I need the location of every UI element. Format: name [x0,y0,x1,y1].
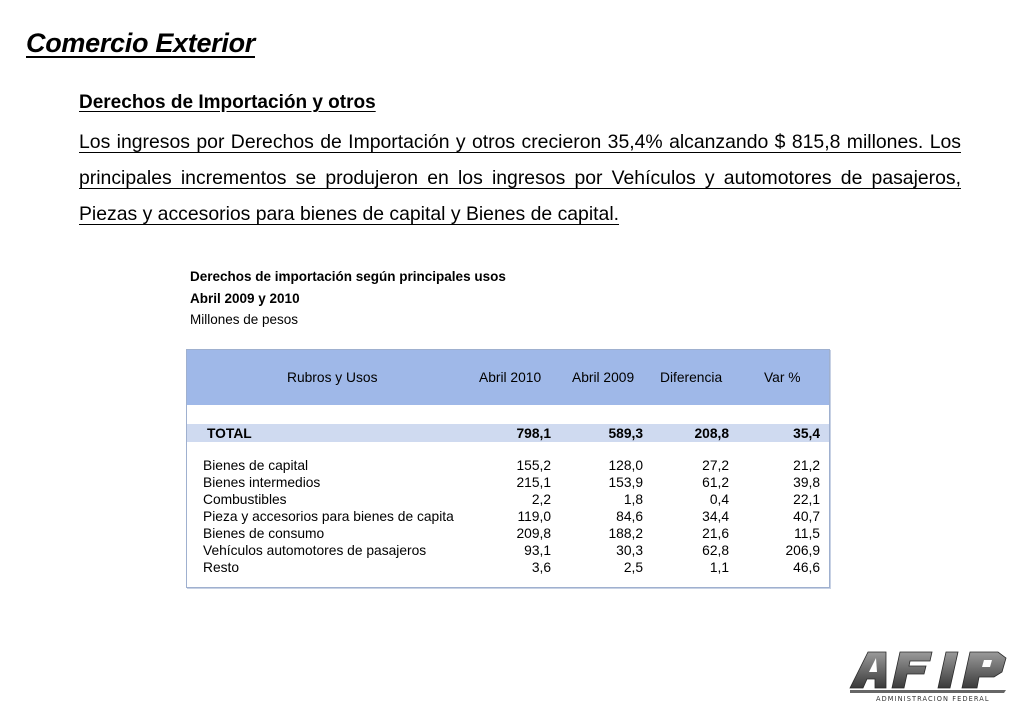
caption-title: Derechos de importación según principales usos [190,269,506,284]
cell-abril-2010: 119,0 [517,509,551,524]
cell-abril-2009: 2,5 [623,560,643,575]
cell-var: 11,5 [794,526,820,541]
cell-diferencia: 61,2 [702,475,729,490]
afip-logo-icon [846,648,1012,704]
page-title: Comercio Exterior [26,28,255,58]
row-label: Pieza y accesorios para bienes de capita [203,509,454,524]
cell-abril-2010: 215,1 [516,475,551,490]
cell-abril-2010: 2,2 [531,492,551,507]
row-label: Bienes intermedios [203,475,321,490]
table-body [187,457,829,576]
table-row [187,474,829,491]
cell-diferencia: 62,8 [702,543,729,558]
cell-diferencia: 34,4 [702,509,729,524]
row-label: Bienes de consumo [203,526,325,541]
cell-abril-2010: 3,6 [531,560,551,575]
cell-var: 40,7 [793,509,820,524]
logo-subtitle: ADMINISTRACION FEDERAL [876,695,990,703]
cell-diferencia: 1,1 [709,560,729,575]
header-var: Var % [764,370,801,385]
cell-var: 39,8 [793,475,820,490]
table-caption [190,266,506,331]
cell-diferencia: 27,2 [702,458,729,473]
row-label: Vehículos automotores de pasajeros [203,543,427,558]
table-row [187,525,829,542]
section-heading: Derechos de Importación y otros [79,92,376,113]
cell-abril-2009: 1,8 [623,492,643,507]
cell-abril-2010: 155,2 [516,458,551,473]
summary-paragraph: Los ingresos por Derechos de Importación y otros crecieron 35,4% alcanzando $ 815,8 millones. Los principales incrementos se produjeron en los ingresos por Vehículos y automotores de pasajeros, Piezas y accesorios para bienes de capital y Bienes de capital. [79,131,961,225]
cell-abril-2010: 209,8 [516,526,551,541]
cell-abril-2009: 188,2 [608,526,643,541]
table-row [187,542,829,559]
header-diferencia: Diferencia [660,370,723,385]
cell-var: 22,1 [793,492,820,507]
cell-var: 46,6 [793,560,820,575]
header-abril-2010: Abril 2010 [479,370,542,385]
cell-var: 21,2 [793,458,820,473]
caption-units: Millones de pesos [190,312,299,327]
total-label: TOTAL [207,426,252,441]
table-header [187,350,829,405]
cell-abril-2009: 84,6 [616,509,643,524]
row-label: Combustibles [203,492,287,507]
import-duties-table [186,349,830,588]
row-label: Bienes de capital [203,458,309,473]
total-row [187,424,829,442]
cell-var: 206,9 [785,543,820,558]
total-abril-2010: 798,1 [516,426,551,441]
cell-abril-2009: 128,0 [608,458,643,473]
cell-abril-2009: 153,9 [608,475,643,490]
table-row [187,491,829,508]
cell-diferencia: 0,4 [709,492,729,507]
cell-abril-2009: 30,3 [616,543,643,558]
cell-diferencia: 21,6 [702,526,729,541]
caption-period: Abril 2009 y 2010 [190,290,300,306]
cell-abril-2010: 93,1 [524,543,551,558]
table-row [187,508,829,525]
table-row [187,457,829,474]
total-abril-2009: 589,3 [608,426,643,441]
header-rubros: Rubros y Usos [287,370,378,385]
row-label: Resto [203,560,240,575]
table-row [187,559,829,576]
total-diferencia: 208,8 [694,426,729,441]
total-var: 35,4 [793,426,820,441]
header-abril-2009: Abril 2009 [572,370,635,385]
